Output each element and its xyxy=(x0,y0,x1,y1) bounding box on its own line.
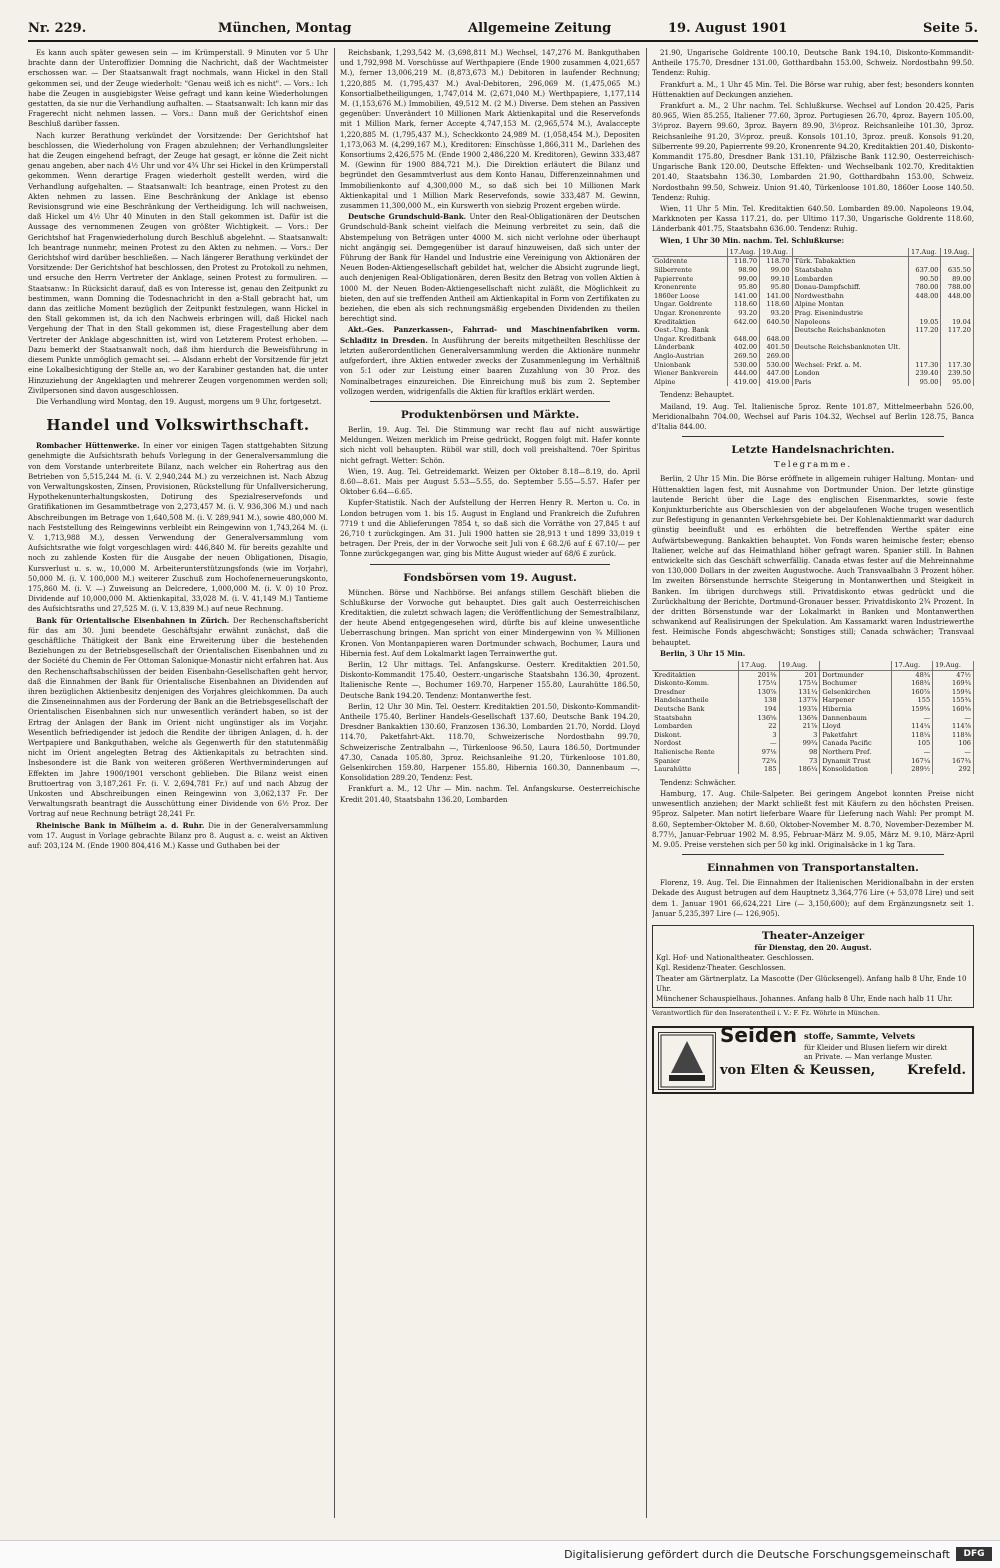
table-cell: 131¼ xyxy=(779,688,820,697)
table-cell xyxy=(909,335,941,344)
table-cell: Napoleons xyxy=(792,318,909,327)
table-cell: 159¾ xyxy=(933,688,974,697)
theater-entry: Kgl. Hof- und Nationaltheater. Geschlossen. xyxy=(656,953,814,963)
table-cell: 788.00 xyxy=(941,283,974,292)
table-cell: 99.00 xyxy=(760,266,792,275)
table-cell: 72¾ xyxy=(738,757,779,766)
table-cell: Unionbank xyxy=(652,361,727,370)
table-cell xyxy=(792,335,909,344)
table-cell: 160⅝ xyxy=(933,705,974,714)
table-row xyxy=(652,361,974,370)
table-cell: Alpine Montan xyxy=(792,300,909,309)
table-cell: 444.00 xyxy=(727,369,759,378)
table-cell: 93.20 xyxy=(760,309,792,318)
ad-city: Krefeld. xyxy=(907,1063,966,1079)
table-cell: 193⅞ xyxy=(779,705,820,714)
table-cell: 21⅞ xyxy=(779,722,820,731)
table-header-cell: 17.Aug. xyxy=(738,661,779,670)
table-cell xyxy=(941,309,974,318)
table-cell: 141.00 xyxy=(760,292,792,301)
table-cell: Prag. Eisenindustrie xyxy=(792,309,909,318)
report-frankfurt-schluss: Frankfurt a. M., 2 Uhr nachm. Tel. Schlußkurse. Wechsel auf London 20.425, Paris 80.965, Wien 85.255, Italiener 77.60, 3proz. Portugiesen 26.70, 4proz. Bayern 105.00, 3½proz. Bayern 99.60, 3proz. Bayern 89.90, 3½proz. Reichsanleihe 101.30, 3proz. Reichsanleihe 91.20, 3½proz. preuß. Konsols 101.10, 3proz. preuß. Konsols 91.20, Silberrente 99.20, Papierrente 99.20, Kronenrente 94.20, Kreditaktien 201.40, Diskonto-Kommandit 175.80, Dresdner Bank 131.10, Pfälzische Bank 112.90, Oesterreichisch-Ungarische Bank 120.00, Deutsche Effekten- und Wechselbank 102.70, Kreditaktien 201.40, Staatsbahn 136.30, Lombarden 21.90, Gotthardbahn 153.00, Schweiz. Nordostbahn 99.50, Schweiz. Union 91.40, Türkenloose 101.80, 1860er Loose 140.50. Tendenz: Ruhig. xyxy=(652,101,974,202)
table-cell xyxy=(727,326,759,335)
table-cell: Deutsche Reichsbanknoten Ult. xyxy=(792,343,909,352)
section-title-letzte: Letzte Handelsnachrichten. xyxy=(731,444,895,457)
table-cell: Lombarden xyxy=(792,275,909,284)
table-cell: Ungar. Kronenrente xyxy=(652,309,727,318)
table-cell: Donau-Dampfschiff. xyxy=(792,283,909,292)
theater-listing xyxy=(652,925,974,1008)
table-row xyxy=(652,739,974,748)
paper-title: Allgemeine Zeitung xyxy=(468,21,612,36)
table-cell: 73 xyxy=(779,757,820,766)
table-cell: 175¼ xyxy=(738,679,779,688)
article-rhein xyxy=(28,821,328,852)
theater-title: Theater-Anzeiger xyxy=(761,929,865,942)
table-cell: 138 xyxy=(738,696,779,705)
table-cell: 185 xyxy=(738,765,779,774)
table-cell xyxy=(941,257,974,266)
table-row xyxy=(652,300,974,309)
table-header-cell: 19.Aug. xyxy=(779,661,820,670)
table-cell: Türk. Tabakaktien xyxy=(792,257,909,266)
table-cell: 167¼ xyxy=(892,757,933,766)
table-row xyxy=(652,748,974,757)
ad-emblem-icon xyxy=(658,1032,716,1090)
table-cell: 648.00 xyxy=(727,335,759,344)
table-cell: Kreditaktien xyxy=(652,670,738,679)
table-cell: 98.90 xyxy=(727,266,759,275)
table-cell: 3 xyxy=(738,731,779,740)
table-cell: 95.80 xyxy=(760,283,792,292)
table-row xyxy=(652,722,974,731)
table-row xyxy=(652,283,974,292)
dfg-logo: DFG xyxy=(956,1547,992,1561)
trial-text: Nach kurzer Berathung verkündet der Vorsitzende: Der Gerichtshof hat beschlossen, die Wiederholung von Fragen abzulehnen; der Verhandlungsleiter hat die Zeugen eingehend befragt, der Zeuge hat gesagt, er könne die Zeit nicht genau angeben, aber nach 4½ Uhr und vor 4¾ Uhr sei Hickel in den Krümperstall gekommen. Wenn derartige Fragen wiederholt gestellt werden, wird die Verhandlung aufgehalten. — Staatsanwalt: Ich beantrage, einen Protest zu den Akten nehmen zu lassen. Eine Beschränkung der Anklage ist ebenso Revisionsgrund wie eine Beschränkung der Vertheidigung. Ich will nachweisen, daß Hickel um 4½ Uhr 40 Minuten in den Stall gekommen ist. Dafür ist die Aussage des vernommenen Zeugen von größter Wichtigkeit. — Vors.: Der Gerichtshof hat Fragenwiederholung durch Beschluß abgelehnt. — Staatsanwalt: Ich beantrage nunmehr, meinen Protest zu den Akten zu nehmen. — Vors.: Der Gerichtshof wird darüber beschließen. — Nach längerer Berathung verkündet der Vorsitzende: Der Gerichtshof hat beschlossen, den Protest zu Protokoll zu nehmen, und ersuche den Herrn Vertreter der Anklage, seinen Protest zu formuliren. — Staatsanw.: In Rücksicht darauf, daß es von Interesse ist, genau den Zeitpunkt zu bestimmen, wann Domning die Todesnachricht in den a-Stall gebracht hat, um dann das zeitliche Moment bezüglich der Zeitpunkt festzulegen, wann Hickel in den Stall gekommen ist, da ich den Nachweis erbringen will, daß Hickel nach Vergehung der That in den Stall gekommen ist, diese Fragestellung aber dem Vertreter der Anklage abgeschnitten ist, wird von Letzterem Protest erhoben. — Dazu bemerkt der Staatsanwalt noch, daß ihm hierdurch die Beweisführung in diesem Punkte unmöglich gemacht sei. — Alsdann erhebt der Vorsitzende für jetzt eine Lokalbesichtigung der Stelle an, wo der Karabiner gestanden hat, die unter Hinzuziehung der Angeklagten und mehrerer Zeugen vorgenommen werden soll; Zivilpersonen sind davon ausgeschlossen. xyxy=(28,130,328,395)
section-title-handel: Handel und Volkswirthschaft. xyxy=(46,416,310,435)
table-cell: 637.00 xyxy=(909,266,941,275)
table-row xyxy=(652,378,974,387)
section-title-einnahmen: Einnahmen von Transportanstalten. xyxy=(707,862,919,875)
table-row xyxy=(652,343,974,352)
table-cell: 118¼ xyxy=(892,731,933,740)
table-cell xyxy=(909,300,941,309)
table-row xyxy=(652,326,974,335)
table-cell: 117.20 xyxy=(941,326,974,335)
column-rule xyxy=(646,48,647,1518)
table-header-cell: 17.Aug. xyxy=(892,661,933,670)
table-cell: Staatsbahn xyxy=(792,266,909,275)
table-cell: Ungar. Goldrente xyxy=(652,300,727,309)
article-body: In Ausführung der bereits mitgetheilten Beschlüsse der letzten außerordentlichen Generalversammlung werden die Aktionäre nunmehr aufgefordert, ihre Aktien entweder zwecks der Zusammenlegung im Verhältniß von 5:1 oder zur Leistung einer baaren Zuzahlung von 30 Proz. des Nominalbetrages einzureichen. Die Einreichung muß bis zum 2. September vollzogen werden, widrigenfalls die Aktien für kraftlos erklärt werden. xyxy=(340,335,640,396)
article-grundschuld xyxy=(340,212,640,324)
report-wien-11: Wien, 11 Uhr 5 Min. Tel. Kreditaktien 640.50. Lombarden 89.00. Napoleons 19.04, Markknoten per Kassa 117.21, do. per Ultimo 117.30, Ungarische Goldrente 118.60, Länderbank 401.75, Staatsbahn 636.00. Tendenz: Ruhig. xyxy=(652,204,974,234)
table-cell: 141.00 xyxy=(727,292,759,301)
table-cell xyxy=(909,309,941,318)
issue-date: 19. August 1901 xyxy=(668,21,788,36)
table-cell: 269.50 xyxy=(727,352,759,361)
table-row xyxy=(652,765,974,774)
table-cell: 48¾ xyxy=(892,670,933,679)
theater-entry: Theater am Gärtnerplatz. La Mascotte (Der Glücksengel). Anfang halb 8 Uhr, Ende 10 Uhr. xyxy=(656,973,967,993)
table-cell: 118⅜ xyxy=(933,731,974,740)
table-cell: 19.04 xyxy=(941,318,974,327)
table-cell: 175¼ xyxy=(779,679,820,688)
table-cell: Anglo-Austrian xyxy=(652,352,727,361)
wien-table-title: Wien, 1 Uhr 30 Min. nachm. Tel. Schlußkurse: xyxy=(660,235,845,245)
table-cell: 269.00 xyxy=(760,352,792,361)
section-title-fonds: Fondsbörsen vom 19. August. xyxy=(403,571,577,584)
table-cell: 239.50 xyxy=(941,369,974,378)
table-cell: Papierrente xyxy=(652,275,727,284)
table-cell: 530.00 xyxy=(727,361,759,370)
table-cell: 136⅜ xyxy=(779,714,820,723)
divider xyxy=(370,564,610,565)
report-continued: 21.90, Ungarische Goldrente 100.10, Deutsche Bank 194.10, Diskonto-Kommandit-Antheile 175.70, Dresdner 131.00, Gotthardbahn 153.00, Schweiz. Nordostbahn 99.50. Tendenz: Ruhig. xyxy=(652,48,974,78)
table-cell: 118.70 xyxy=(727,257,759,266)
table-cell: Handelsantheile xyxy=(652,696,738,705)
column-3 xyxy=(652,48,974,1518)
report-frankfurt-145: Frankfurt a. M., 1 Uhr 45 Min. Tel. Die Börse war ruhig, aber fest; besonders konnten Hüttenaktien auf Deckungen anziehen. xyxy=(652,79,974,99)
table-cell: 159⅝ xyxy=(892,705,933,714)
table-row xyxy=(652,266,974,275)
article-panzer xyxy=(340,325,640,396)
table-cell: Lombarden xyxy=(652,722,738,731)
table-row xyxy=(652,679,974,688)
report-florenz: Florenz, 19. Aug. Tel. Die Einnahmen der Italienischen Meridionalbahn in der ersten Dekade des August betrugen auf dem Hauptnetz 3,364,776 Lire (+ 53,078 Lire) und seit dem 1. Januar 1901 66,624,221 Lire (— 3,150,600); auf dem Ergänzungsnetz seit 1. Januar 5,235,397 Lire (— 126,905). xyxy=(652,878,974,918)
table-cell: 448.00 xyxy=(909,292,941,301)
article-rombach xyxy=(28,441,328,614)
table-cell: 3 xyxy=(779,731,820,740)
newspaper-page xyxy=(28,18,978,1528)
table-cell: 155 xyxy=(892,696,933,705)
table-header-cell: 19.Aug. xyxy=(760,248,792,257)
divider xyxy=(370,401,610,402)
table-cell: 19.05 xyxy=(909,318,941,327)
table-header-cell xyxy=(652,248,727,257)
table-cell: Wechsel: Frkf. a. M. xyxy=(792,361,909,370)
wien-tendenz: Tendenz: Behauptet. xyxy=(660,390,735,400)
theater-date: für Dienstag, den 20. August. xyxy=(754,942,872,952)
table-header-cell xyxy=(820,661,892,670)
issue-number: Nr. 229. xyxy=(28,21,87,36)
ad-firm: von Elten & Keussen, xyxy=(720,1063,876,1079)
table-row xyxy=(652,309,974,318)
table-row xyxy=(652,757,974,766)
table-cell xyxy=(941,300,974,309)
table-cell: Paketfahrt xyxy=(820,731,892,740)
table-cell: — xyxy=(892,714,933,723)
page-header xyxy=(28,18,978,42)
table-cell: 635.50 xyxy=(941,266,974,275)
report-kupfer: Kupfer-Statistik. Nach der Aufstellung der Herren Henry R. Merton u. Co. in London betrugen vom 1. bis 15. August in England und Frankreich die Zufuhren 7719 t und die Ablieferungen 7854 t, so daß sich die Vorräthe von 27,845 t auf 26,710 t zurückgingen. Am 31. Juli 1900 hatten sie 28,913 t und 1899 33,019 t betragen. Der Preis, der in der Vorwoche seit Juli von £ 68.2/6 auf £ 67.10/— per Tonne zurückgegangen war, ging bis Mitte August wieder auf 68/6 £ zurück. xyxy=(340,498,640,559)
table-header-cell: 19.Aug. xyxy=(941,248,974,257)
report-berlin: Berlin, 19. Aug. Tel. Die Stimmung war recht flau auf nicht auswärtige Meldungen. Weizen merklich im Preise gedrückt, Roggen folgt mit. Hafer konnte sich nicht voll behaupten. Rüböl war still, doch voll preishaltend. 70er Spiritus nicht gefragt. Wetter: Schön. xyxy=(340,424,640,465)
table-row xyxy=(652,275,974,284)
table-cell: Dresdner xyxy=(652,688,738,697)
table-cell: 289½ xyxy=(892,765,933,774)
article-head: Rheinische Bank in Mülheim a. d. Ruhr. xyxy=(36,820,205,830)
table-cell: 105 xyxy=(892,739,933,748)
table-cell: 99.10 xyxy=(760,275,792,284)
column-rule xyxy=(334,48,335,1518)
table-cell: Alpine xyxy=(652,378,727,387)
table-header-cell xyxy=(792,248,909,257)
table-cell: Harpener xyxy=(820,696,892,705)
table-row xyxy=(652,318,974,327)
table-cell: 160⅞ xyxy=(892,688,933,697)
report-berlin-1230: Berlin, 12 Uhr 30 Min. Tel. Oesterr. Kreditaktien 201.50, Diskonto-Kommandit-Antheile 175.40, Berliner Handels-Gesellschaft 137.60, Deutsche Bank 194.20, Dresdner Bankaktien 130.60, Franzosen 136.30, Lombarden 21.70, Nordd. Lloyd 114.70, Paketfahrt-Akt. 118.70, Schweizerische Nordostbahn 99.70, Schweizerische Zentralbahn —, Türkenloose 96.50, Laura 186.50, Dortmunder 47.30, Canada 105.80, 3proz. Reichsanleihe 91.20, Türkenloose 101.80, Gelsenkirchen 159.80, Harpener 155.80, Hibernia 160.30, Dannenbaum —, Konsolidation 289.20, Tendenz: Fest. xyxy=(340,701,640,783)
article-body: Reichsbank, 1,293,542 M. (3,698,811 M.) Wechsel, 147,276 M. Bankguthaben und 1,792,998 M. Vorschüsse auf Werthpapiere (Ende 1900 zusammen 4,021,657 M.), ferner 13,006,219 M. (8,873,673 M.) Debitoren in laufender Rechnung; 1,220,885 M. (1,795,437 M.) Aval-Debitoren, 296,069 M. (1,475,065 M.) Konsortialbetheiligungen, 1,747,014 M. (2,671,040 M.) Werthpapiere, 1,177,114 M. (1,153,676 M.) Immobilien, 49,512 M. (2 M.) Diverse. Dem stehen an Passiven gegenüber: Unverändert 10 Millionen Mark Aktienkapital und die Reservefonds mit 1 Million Mark, ferner Accepte 4,747,153 M. (2,965,574 M.), Avalaccepte 1,220,885 M. (1,795,437 M.), Scheckkonto 24,989 M. (1,058,454 M.), Depositen 1,173,063 M. (4,299,167 M.), Kreditoren: Einschüsse 1,866,311 M., Darlehen des Konsortiums 2,426,575 M. (Ende 1900 2,486,220 M. Kreditoren), Gewinn 333,487 M. (Gewinn für 1900 884,721 M.). Die Direktion erläutert die Bilanz und begründet den Gesammtverlust aus dem Konto Hanau, Differenzeinnahmen und Immobilienkonto auf 4,300,000 M., so daß sich bei 10 Millionen Mark Aktienkapital und 1 Million Mark Reservefonds, sowie 333,487 M. Gewinn, zusammen 11,300,000 M., ein Kurswerth von siebzig Prozent ergeben würde. xyxy=(340,48,640,211)
trial-text: Es kann auch später gewesen sein — im Krümperstall. 9 Minuten vor 5 Uhr brachte dann der Unteroffizier Domning die Nachricht, daß der Wachtmeister erschossen war. — Der Staatsanwalt fragt nochmals, wann Hickel in den Stall gekommen sei, und der Zeuge wiederholt: "Genau weiß ich es nicht". — Vors.: Ich habe die Zeugen in ausgiebigster Weise gefragt und kann keine Wiederholungen gestatten, da sie nur die Verhandlung aufhalten. — Staatsanwalt: Ich kann mir das Fragerecht nicht nehmen lassen. — Vors.: Dann muß der Gerichtshof einen Beschluß darüber fassen. xyxy=(28,48,328,129)
table-cell xyxy=(941,335,974,344)
table-cell: 648.00 xyxy=(760,335,792,344)
silk-advertisement xyxy=(652,1023,974,1094)
table-cell: Canada Pacific xyxy=(820,739,892,748)
trial-text: Die Verhandlung wird Montag, den 19. August, morgens um 9 Uhr, fortgesetzt. xyxy=(36,396,322,406)
table-cell: 136⅝ xyxy=(738,714,779,723)
table-cell: London xyxy=(792,369,909,378)
table-row xyxy=(652,696,974,705)
table-cell: Ungar. Kreditbank xyxy=(652,335,727,344)
table-cell: — xyxy=(738,739,779,748)
table-row xyxy=(652,292,974,301)
table-row xyxy=(652,670,974,679)
table-cell: — xyxy=(933,748,974,757)
table-cell: Nordost xyxy=(652,739,738,748)
table-cell: 117.30 xyxy=(909,361,941,370)
table-cell: 99¾ xyxy=(779,739,820,748)
divider xyxy=(682,854,944,855)
table-cell: 167¾ xyxy=(933,757,974,766)
table-cell: 89.00 xyxy=(941,275,974,284)
table-cell: Dannenbaum xyxy=(820,714,892,723)
table-cell: 47½ xyxy=(933,670,974,679)
table-cell xyxy=(909,257,941,266)
table-cell xyxy=(941,343,974,352)
article-head: Akt.-Ges. Panzerkassen-, Fahrrad- und Maschinenfabriken vorm. Schladitz in Dresden. xyxy=(340,325,640,345)
article-orient xyxy=(28,616,328,820)
table-cell: 447.00 xyxy=(760,369,792,378)
table-cell: — xyxy=(892,748,933,757)
table-cell: Dortmunder xyxy=(820,670,892,679)
berlin-quotes-table xyxy=(652,661,974,774)
table-cell: Paris xyxy=(792,378,909,387)
table-cell: 239.40 xyxy=(909,369,941,378)
table-cell: 186¼ xyxy=(779,765,820,774)
table-cell: Nordwestbahn xyxy=(792,292,909,301)
table-cell: 130⅞ xyxy=(738,688,779,697)
table-cell: 448.00 xyxy=(941,292,974,301)
table-cell: 118.60 xyxy=(760,300,792,309)
table-cell: 169¾ xyxy=(933,679,974,688)
table-header-cell xyxy=(652,661,738,670)
report-berlin-anfang: Berlin, 12 Uhr mittags. Tel. Anfangskurse. Oesterr. Kreditaktien 201.50, Diskonto-Kommandit 175.40, Oesterr.-ungarische Staatsbahn 136.30, 4prozent. Italienische Rente —, Bochumer 169.70, Harpener 155.80, Laurahütte 186.50, Deutsche Bank 194.20. Tendenz: Montanwerthe fest. xyxy=(340,659,640,700)
table-cell: 530.00 xyxy=(760,361,792,370)
table-cell: Spanier xyxy=(652,757,738,766)
digitization-footer xyxy=(0,1540,1000,1568)
table-cell: 97⅛ xyxy=(738,748,779,757)
report-frankfurt-anfang: Frankfurt a. M., 12 Uhr — Min. nachm. Tel. Anfangskurse. Oesterreichische Kredit 201.40, Staatsbahn 136.20, Lombarden xyxy=(340,784,640,804)
ad-line: für Kleider und Blusen liefern wir direkt xyxy=(804,1044,948,1053)
article-body: Der Rechenschaftsbericht für das am 30. Juni beendete Geschäftsjahr erwähnt zunächst, daß die geschäftliche Thätigkeit der Bank eine Erweiterung über die bestehenden Beziehungen zu der Betriebsgesellschaft der Orientalischen Eisenbahnen und zu der Société du Chemin de Fer Ottoman Salonique-Monastir nicht erfahren hat. Aus den Rechenschaftsabschlüssen der beiden Eisenbahn-Gesellschaften geht hervor, daß die Einnahmen der Bank für Orientalische Eisenbahnen an Dividenden auf ihren bezüglichen Aktienbesitz denjenigen des Vorjahres gleichkommen. Da auch die Zinseneinnahmen aus der Forderung der Bank an die Betriebsgesellschaft der Orientalischen Eisenbahnen sich nur unwesentlich verändert haben, so ist der Ertrag der Anlagen der Bank im Orient nicht ungünstiger als im Vorjahr. Wesentlich befriedigender ist jedoch die Rendite der übrigen Anlagen, d. h. der Wertpapiere und Bankguthaben, welche als Gegenwerth für den statutenmäßig nicht im Orient angelegten Betrag des Aktienkapitals zu betrachten sind. Insbesondere ist die Bank von weiteren größeren Werthverminderungen auf Effekten im Jahre 1900/1901 verschont geblieben. Die Bilanz weist einen Bruttoertrag von 3,187,261 Fr. (i. V. 2,694,781 Fr.) auf und nach Abzug der Unkosten und Abschreibungen einen Reingewinn von 3,062,137 Fr. Der Verwaltungsrath beantragt die Ausschüttung einer Dividende von 6½ Proz. Der Vortrag auf neue Rechnung beträgt 28,241 Fr. xyxy=(28,615,328,819)
divider xyxy=(682,436,944,437)
report-mailand: Mailand, 19. Aug. Tel. Italienische 5proz. Rente 101.87, Mittelmeerbahn 526.00, Meridionalbahn 704.00, Wechsel auf Paris 104.32, Wechsel auf Berlin 128.75, Banca d'Italia 844.00. xyxy=(652,401,974,431)
table-cell: Hibernia xyxy=(820,705,892,714)
section-title-produkt: Produktenbörsen und Märkte. xyxy=(400,408,580,421)
table-cell: Konsolidation xyxy=(820,765,892,774)
table-cell: 117.30 xyxy=(941,361,974,370)
ad-line: an Private. — Man verlange Muster. xyxy=(804,1053,933,1062)
table-cell: 419.00 xyxy=(727,378,759,387)
article-head: Bank für Orientalische Eisenbahnen in Zürich. xyxy=(36,615,230,625)
table-cell: Deutsche Reichsbanknoten xyxy=(792,326,909,335)
theater-entry: Kgl. Residenz-Theater. Geschlossen. xyxy=(656,963,787,973)
table-cell: 106 xyxy=(933,739,974,748)
table-cell: Deutsche Bank xyxy=(652,705,738,714)
table-row xyxy=(652,688,974,697)
table-cell: Northern Pref. xyxy=(820,748,892,757)
table-cell: 118.70 xyxy=(760,257,792,266)
table-row xyxy=(652,352,974,361)
table-cell: 90.50 xyxy=(909,275,941,284)
article-head: Rombacher Hüttenwerke. xyxy=(36,441,140,451)
report-hamburg: Hamburg, 17. Aug. Chile-Salpeter. Bei geringem Angebot konnten Preise nicht unwesentlich anziehen; der Markt schließt fest mit Käufern zu den höchsten Preisen. 95proz. Salpeter. Man notirt lieferbare Waare für Lieferung nach Wahl: Per prompt M. 8.60, September-Oktober M. 8.60, Oktober-November M. 8.70, November-Dezember M. 8.77½, Januar-Februar 1902 M. 8.95, Februar-März M. 9.05, März M. 9.10, März-April M. 9.05. Preise verstehen sich per 50 kg inkl. Originalsäcke in 1 kg Tara. xyxy=(652,788,974,849)
table-cell: 93.20 xyxy=(727,309,759,318)
table-cell: 117.20 xyxy=(909,326,941,335)
table-cell: Goldrente xyxy=(652,257,727,266)
table-cell: Gelsenkirchen xyxy=(820,688,892,697)
table-header-cell: 17.Aug. xyxy=(727,248,759,257)
table-cell: 201⅜ xyxy=(738,670,779,679)
table-cell: 95.80 xyxy=(727,283,759,292)
table-cell: Länderbank xyxy=(652,343,727,352)
table-cell xyxy=(909,352,941,361)
table-cell: Diskonto-Komm. xyxy=(652,679,738,688)
table-cell: 640.50 xyxy=(760,318,792,327)
page-number: Seite 5. xyxy=(923,21,978,36)
table-cell: 95.00 xyxy=(909,378,941,387)
table-row xyxy=(652,714,974,723)
ad-brand: Seiden xyxy=(720,1023,797,1048)
column-2 xyxy=(340,48,640,1518)
table-cell: 402.00 xyxy=(727,343,759,352)
table-cell: Oest.-Ung. Bank xyxy=(652,326,727,335)
table-row xyxy=(652,369,974,378)
responsible-note: Verantwortlich für den Inseratentheil i. V.: F. Fz. Wöhrle in München. xyxy=(652,1009,880,1018)
place-day: München, Montag xyxy=(218,21,352,36)
wien-quotes-table xyxy=(652,248,974,387)
berlin-tendenz: Tendenz: Schwächer. xyxy=(660,777,736,787)
table-cell xyxy=(909,343,941,352)
table-cell: — xyxy=(933,714,974,723)
telegramme-title: Telegramme. xyxy=(773,460,853,471)
article-head: Deutsche Grundschuld-Bank. xyxy=(348,212,467,222)
table-cell: Kronenrente xyxy=(652,283,727,292)
table-cell: 114¼ xyxy=(892,722,933,731)
article-body: In einer vor einigen Tagen stattgehabten Sitzung genehmigte die Aufsichtsrath behufs Vorlegung in der Generalversammlung die von dem Vorstande unterbreitete Bilanz, nach welcher ein Rohertrag aus den Betrieben von 5,515,244 M. (i. V. 2,940,244 M.) zu verzeichnen ist. Nach Abzug von Verwaltungskosten, Zinsen, Provisionen, Rückstellung für Unfallversicherung, Hypothekenunterhaltungskosten, Dotirung des Spezialreservefonds und Gratifikationen im Gesammtbetrage von 2,273,457 M. (i. V. 936,306 M.) und nach Abschreibungen im Betrage von 1,640,508 M. (i. V. 289,941 M.), sowie 480,000 M. nach Feststellung des Reingewinns verbleibt ein Reingewinn von 1,743,264 M. (i. V. 1,713,988 M.), dessen Verwendung der Generalversammlung vom Aufsichtsrathe wie folgt vorgeschlagen wird: 446,840 M. für bereits gezahlte und noch zu zahlende Kosten für die Ausgabe der neuen Obligationen, Disagio, Kursverlust u. s. w., 10,000 M. Arbeiterunterstützungsfonds (wie im Vorjahr), 50,000 M. (i. V. 100,000 M.) weiterer Zuschuß zum Hochofenerneuerungskonto, 175,860 M. (i. V. —) Zuweisung an Delcredere, 1,000,000 M. (i. V. 0) 10 Proz. Dividende auf 10,000,000 M. Aktienkapital, 33,028 M. (i. V. 41,149 M.) Tantieme des Aufsichtsraths und 27,525 M. (i. V. 13,839 M.) auf neue Rechnung. xyxy=(28,441,328,614)
footer-text: Digitalisierung gefördert durch die Deutsche Forschungsgemeinschaft xyxy=(564,1548,950,1561)
report-muenchen: München. Börse und Nachbörse. Bei anfangs stillem Geschäft blieben die Schlußkurse der Vorwoche gut behauptet. Dies galt auch Oesterreichischen Kreditaktien, die zuletzt schwach lagen; die Veröffentlichung der Semestralbilanz, der heute Abend entgegengesehen wird, dürfte bis auf kleine unwesentliche Ueberraschung bringen. Man spricht von einer Mindergewinn von ¾ Millionen Kronen. Von Montanpapieren waren Dortmunder schwach, Bochumer, Laura und Hibernia fest. Auf dem Lokalmarkt lagen Terrainwerthe gut. xyxy=(340,587,640,658)
table-cell: Bochumer xyxy=(820,679,892,688)
report-wien: Wien, 19. Aug. Tel. Getreidemarkt. Weizen per Oktober 8.18—8.19, do. April 8.60—8.61. Mais per August 5.53—5.55, do. September 5.55—5.57. Hafer per Oktober 6.64—6.65. xyxy=(340,466,640,497)
table-cell: 194 xyxy=(738,705,779,714)
table-cell xyxy=(760,326,792,335)
report-berlin-215: Berlin, 2 Uhr 15 Min. Die Börse eröffnete in allgemein ruhiger Haltung. Montan- und Hüttenaktien lagen fest, mit Ausnahme von Dortmunder Union. Der letzte günstige lautende Bericht über die Lage des englischen Eisenmarktes, sowie feste Konjunkturberichte aus Oberschlesien von der abgelaufenen Woche trugen wesentlich zur Befestigung in genannten Verkehrsgebiete bei. Der Kohlenaktienmarkt war dadurch günstig beeinflußt und es erhöhten die betreffenden Werthe später eine Aufwärtsbewegung. Bankaktien behauptet. Von Fonds waren heimische fester; ebenso Italiener, welche auf das Heimathland höher gefragt waren. Spanier still. In Bahnen entwickelte sich das Geschäft schwerfällig. Canada etwas fester auf die Mehreinnahme von 130,000 Dollars in der zweiten Augustwoche. Auch Transvaalbahn 3 Prozent höher. Im zweiten Börsenstunde herrschte Steigerung in Montanwerthen und Steigkeit in Banken. Im übrigen durchwegs still. Privatdiskonto etwas gedrückt und die Zurückhaltung der Berichte, Dortmund-Gronauer besser. Privatdiskonto 2¾ Prozent. In der dritten Börsenstunde war der Lokalmarkt in Banken und Montanwerthen schwankend auf Realisirungen der Spekulation. Am Kassamarkt waren Industriewerthe fest. Heimische Fonds abgeschwächt; Sonstiges still; Canada schwächer; Transvaal behauptet. xyxy=(652,474,974,647)
table-cell: 642.00 xyxy=(727,318,759,327)
table-cell: 292 xyxy=(933,765,974,774)
table-cell: Wiener Bankverein xyxy=(652,369,727,378)
table-cell xyxy=(941,352,974,361)
table-cell: Italienische Rente xyxy=(652,748,738,757)
column-1 xyxy=(28,48,328,1518)
table-cell: 114⅞ xyxy=(933,722,974,731)
table-row xyxy=(652,257,974,266)
table-row xyxy=(652,705,974,714)
table-row xyxy=(652,335,974,344)
table-cell: 419.00 xyxy=(760,378,792,387)
table-header-cell: 19.Aug. xyxy=(933,661,974,670)
table-cell: 22 xyxy=(738,722,779,731)
table-cell: 118.60 xyxy=(727,300,759,309)
table-cell: Diskont. xyxy=(652,731,738,740)
article-body: Unter den Real-Obligationären der Deutschen Grundschuld-Bank scheint vielfach die Meinung verbreitet zu sein, daß die Abstempelung von Beträgen unter 4000 M. sich nicht verlohne oder überhaupt nicht angängig sei. Demgegenüber ist darauf hinzuweisen, daß sich unter der Führung der Bank für Handel und Industrie eine Vereinigung von Aktionären der Neuen Boden-Aktiengesellschaft gebildet hat, welcher die Absicht zugrunde liegt, auch denjenigen Real-Obligationären, deren Besitz den Betrag von vollen Aktien à 1000 M. der Neuen Boden-Aktiengesellschaft nicht zuläßt, die Möglichkeit zu bieten, den auf sie treffenden Antheil am Aktienkapital in Form von Zertifikaten zu beziehen, die eben als sich rechnungsmäßig ergebenden Dividenden zu theilen berechtigt sind. xyxy=(340,212,640,324)
table-cell: Staatsbahn xyxy=(652,714,738,723)
table-cell: 780.00 xyxy=(909,283,941,292)
table-cell: 155¾ xyxy=(933,696,974,705)
table-cell: Laurahütte xyxy=(652,765,738,774)
table-cell: 201 xyxy=(779,670,820,679)
table-header-cell: 17.Aug. xyxy=(909,248,941,257)
table-cell: Dynamit Trust xyxy=(820,757,892,766)
table-cell: 95.00 xyxy=(941,378,974,387)
berlin-table-title: Berlin, 3 Uhr 15 Min. xyxy=(660,648,746,658)
table-cell: 168¾ xyxy=(892,679,933,688)
table-cell: 1860er Loose xyxy=(652,292,727,301)
table-cell: Kreditaktien xyxy=(652,318,727,327)
table-cell: 401.50 xyxy=(760,343,792,352)
ad-line: stoffe, Sammte, Velvets xyxy=(804,1032,916,1043)
table-row xyxy=(652,731,974,740)
article-body: Die in der Generalversammlung vom 17. August in Vorlage gebrachte Bilanz pro 8. August a. c. weist an Aktiven auf: 203,124 M. (Ende 1900 804,416 M.) Kasse und Guthaben bei der xyxy=(28,820,328,851)
table-cell: 98 xyxy=(779,748,820,757)
table-cell: 99.00 xyxy=(727,275,759,284)
table-cell xyxy=(792,352,909,361)
table-cell: Lloyd xyxy=(820,722,892,731)
table-cell: Silberrente xyxy=(652,266,727,275)
theater-entry: Münchener Schauspielhaus. Johannes. Anfang halb 8 Uhr, Ende nach halb 11 Uhr. xyxy=(656,994,953,1003)
table-cell: 137⅞ xyxy=(779,696,820,705)
